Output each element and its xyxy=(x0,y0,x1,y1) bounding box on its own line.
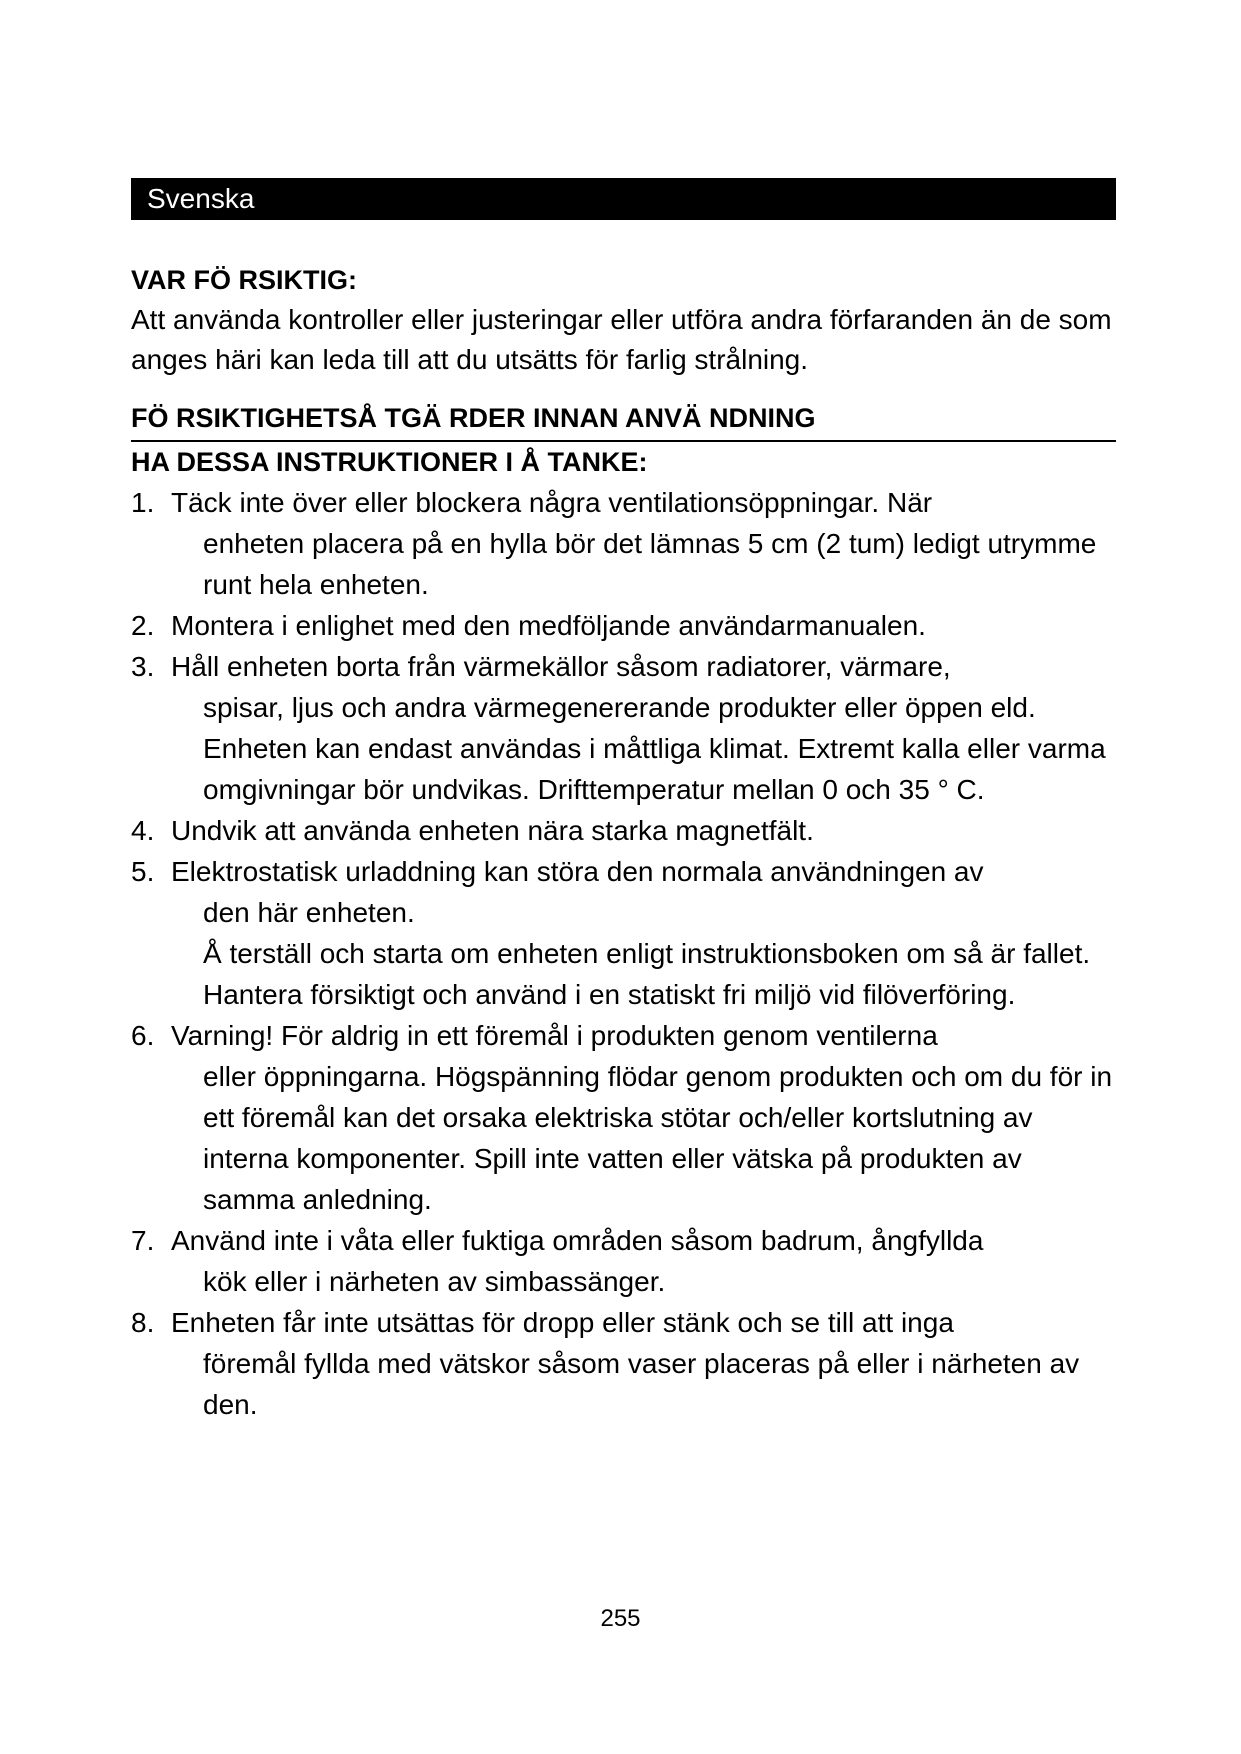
item-number: 3. xyxy=(131,651,155,682)
item-first-line: Täck inte över eller blockera några ventilationsöppningar. När xyxy=(171,487,933,518)
list-item xyxy=(131,1302,1116,1425)
language-header-bar xyxy=(131,178,1116,220)
item-first-line: Varning! För aldrig in ett föremål i produkten genom ventilerna xyxy=(171,1020,938,1051)
item-first-line: Håll enheten borta från värmekällor såsom radiatorer, värmare, xyxy=(171,651,951,682)
item-first-line: Enheten får inte utsättas för dropp eller stänk och se till att inga xyxy=(171,1307,954,1338)
list-item xyxy=(131,1220,1116,1302)
item-number: 8. xyxy=(131,1307,155,1338)
instructions-subheading: HA DESSA INSTRUKTIONER I Å TANKE: xyxy=(131,447,648,477)
item-text: eller öppningarna. Högspänning flödar genom produkten och om du för in ett föremål kan det orsaka elektriska stötar och/eller kortslutning av interna komponenter. Spill inte vatten eller vätska på produkten av samma anledning. xyxy=(203,1061,1113,1215)
list-item xyxy=(131,851,1116,1015)
list-item xyxy=(131,605,1116,646)
item-text: enheten placera på en hylla bör det lämnas 5 cm (2 tum) ledigt utrymme runt hela enheten. xyxy=(203,528,1097,600)
item-text: föremål fyllda med vätskor såsom vaser placeras på eller i närheten av den. xyxy=(203,1348,1080,1420)
item-number: 7. xyxy=(131,1225,155,1256)
item-number: 1. xyxy=(131,487,155,518)
caution-text: Att använda kontroller eller justeringar eller utföra andra förfaranden än de som anges häri kan leda till att du utsätts för farlig strålning. xyxy=(131,304,1112,375)
list-item xyxy=(131,646,1116,810)
item-number: 6. xyxy=(131,1020,155,1051)
list-item xyxy=(131,810,1116,851)
item-text: den här enheten. xyxy=(203,897,415,928)
caution-heading: VAR FÖ RSIKTIG: xyxy=(131,265,357,295)
manual-page xyxy=(131,178,1116,1425)
item-text: kök eller i närheten av simbassänger. xyxy=(203,1266,666,1297)
item-first-line: Undvik att använda enheten nära starka magnetfält. xyxy=(171,815,814,846)
item-number: 4. xyxy=(131,815,155,846)
item-first-line: Använd inte i våta eller fuktiga områden såsom badrum, ångfyllda xyxy=(171,1225,984,1256)
list-item xyxy=(131,1015,1116,1220)
item-text: spisar, ljus och andra värmegenererande produkter eller öppen eld. Enheten kan endast användas i måttliga klimat. Extremt kalla eller varma omgivningar bör undvikas. Drifttemperatur mellan 0 och 35 ° C. xyxy=(203,692,1106,805)
language-label: Svenska xyxy=(147,183,255,214)
item-first-line: Montera i enlighet med den medföljande användarmanualen. xyxy=(171,610,926,641)
item-first-line: Elektrostatisk urladdning kan störa den normala användningen av xyxy=(171,856,984,887)
instruction-list xyxy=(131,482,1116,1425)
item-extra-text: Å terställ och starta om enheten enligt instruktionsboken om så är fallet. Hantera försiktigt och använd i en statiskt fri miljö vid filöverföring. xyxy=(203,938,1091,1010)
item-number: 5. xyxy=(131,856,155,887)
item-number: 2. xyxy=(131,610,155,641)
list-item xyxy=(131,482,1116,605)
precautions-heading: FÖ RSIKTIGHETSÅ TGÄ RDER INNAN ANVÄ NDNING xyxy=(131,398,1116,442)
page-number: 255 xyxy=(600,1605,641,1632)
